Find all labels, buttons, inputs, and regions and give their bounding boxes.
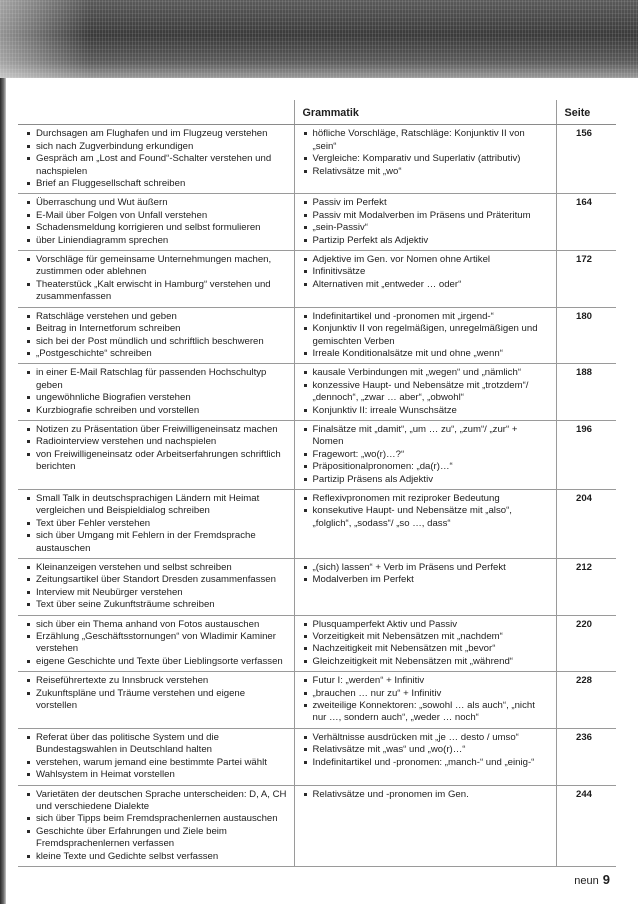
contents-table <box>18 100 616 867</box>
list-item: Kurzbiografie schreiben und vorstellen <box>26 405 288 417</box>
topics-list <box>26 424 288 474</box>
topics-cell <box>18 194 294 251</box>
list-item: sich nach Zugverbindung erkundigen <box>26 141 288 153</box>
topics-list <box>26 254 288 304</box>
topics-cell <box>18 785 294 866</box>
list-item: Fragewort: „wo(r)…?“ <box>303 449 550 461</box>
list-item: kausale Verbindungen mit „wegen“ und „nämlich“ <box>303 367 550 379</box>
list-item: Durchsagen am Flughafen und im Flugzeug verstehen <box>26 128 288 140</box>
header-page: Seite <box>556 100 616 125</box>
page-cell: 228 <box>556 672 616 729</box>
topics-cell <box>18 489 294 558</box>
list-item: „Postgeschichte“ schreiben <box>26 348 288 360</box>
table-of-contents <box>18 100 616 867</box>
list-item: „(sich) lassen“ + Verb im Präsens und Perfekt <box>303 562 550 574</box>
table-row <box>18 728 616 785</box>
scan-highlight <box>0 0 90 78</box>
list-item: Relativsätze mit „wo“ <box>303 166 550 178</box>
page-cell: 244 <box>556 785 616 866</box>
list-item: Small Talk in deutschsprachigen Ländern mit Heimat vergleichen und Beispieldialog schreiben <box>26 493 288 518</box>
grammar-cell <box>294 615 556 672</box>
list-item: Reiseführertexte zu Innsbruck verstehen <box>26 675 288 687</box>
grammar-cell <box>294 728 556 785</box>
list-item: Text über Fehler verstehen <box>26 518 288 530</box>
list-item: höfliche Vorschläge, Ratschläge: Konjunktiv II von „sein“ <box>303 128 550 153</box>
grammar-list <box>303 619 550 669</box>
list-item: Futur I: „werden“ + Infinitiv <box>303 675 550 687</box>
page-cell: 164 <box>556 194 616 251</box>
topics-cell <box>18 559 294 616</box>
book-spine-shadow <box>0 78 6 904</box>
list-item: Varietäten der deutschen Sprache unterscheiden: D, A, CH und verschiedene Dialekte <box>26 789 288 814</box>
list-item: Beitrag in Internetforum schreiben <box>26 323 288 335</box>
topics-cell <box>18 125 294 194</box>
grammar-list <box>303 424 550 486</box>
topics-cell <box>18 420 294 489</box>
list-item: Adjektive im Gen. vor Nomen ohne Artikel <box>303 254 550 266</box>
list-item: Theaterstück „Kalt erwischt in Hamburg“ verstehen und zusammenfassen <box>26 279 288 304</box>
grammar-cell <box>294 672 556 729</box>
list-item: Gespräch am „Lost and Found“-Schalter verstehen und nachspielen <box>26 153 288 178</box>
topics-list <box>26 562 288 612</box>
page-number-word: neun <box>574 875 599 887</box>
list-item: Schadensmeldung korrigieren und selbst formulieren <box>26 222 288 234</box>
list-item: zweiteilige Konnektoren: „sowohl … als auch“, „nicht nur …, sondern auch“, „weder … noch“ <box>303 700 550 725</box>
topics-list <box>26 675 288 712</box>
list-item: Gleichzeitigkeit mit Nebensätzen mit „während“ <box>303 656 550 668</box>
list-item: Vorschläge für gemeinsame Unternehmungen machen, zustimmen oder ablehnen <box>26 254 288 279</box>
list-item: Konjunktiv II: irreale Wunschsätze <box>303 405 550 417</box>
list-item: Überraschung und Wut äußern <box>26 197 288 209</box>
list-item: Nachzeitigkeit mit Nebensätzen mit „bevor“ <box>303 643 550 655</box>
header-grammar: Grammatik <box>294 100 556 125</box>
grammar-list <box>303 562 550 587</box>
list-item: Indefinitartikel und -pronomen: „manch-“ und „einig-“ <box>303 757 550 769</box>
list-item: Radiointerview verstehen und nachspielen <box>26 436 288 448</box>
list-item: Relativsätze mit „was“ und „wo(r)…“ <box>303 744 550 756</box>
page-cell: 204 <box>556 489 616 558</box>
list-item: Verhältnisse ausdrücken mit „je … desto / umso“ <box>303 732 550 744</box>
list-item: konzessive Haupt- und Nebensätze mit „trotzdem“/ „dennoch“, „zwar … aber“, „obwohl“ <box>303 380 550 405</box>
grammar-cell <box>294 559 556 616</box>
header-topics <box>18 100 294 125</box>
list-item: sich über Tipps beim Fremdsprachenlernen austauschen <box>26 813 288 825</box>
list-item: Indefinitartikel und -pronomen mit „irgend-“ <box>303 311 550 323</box>
page-cell: 180 <box>556 307 616 364</box>
topics-list <box>26 789 288 863</box>
list-item: Konjunktiv II von regelmäßigen, unregelmäßigen und gemischten Verben <box>303 323 550 348</box>
list-item: Relativsätze und -pronomen im Gen. <box>303 789 550 801</box>
list-item: Wahlsystem in Heimat vorstellen <box>26 769 288 781</box>
list-item: Finalsätze mit „damit“, „um … zu“, „zum“/ „zur“ + Nomen <box>303 424 550 449</box>
list-item: von Freiwilligeneinsatz oder Arbeitserfahrungen schriftlich berichten <box>26 449 288 474</box>
page-cell: 236 <box>556 728 616 785</box>
table-row <box>18 307 616 364</box>
table-row <box>18 559 616 616</box>
page-cell: 220 <box>556 615 616 672</box>
grammar-list <box>303 675 550 725</box>
grammar-cell <box>294 785 556 866</box>
list-item: Erzählung „Geschäftsstornungen“ von Wladimir Kaminer verstehen <box>26 631 288 656</box>
list-item: Vorzeitigkeit mit Nebensätzen mit „nachdem“ <box>303 631 550 643</box>
table-row <box>18 615 616 672</box>
grammar-cell <box>294 307 556 364</box>
list-item: Passiv mit Modalverben im Präsens und Präteritum <box>303 210 550 222</box>
list-item: Irreale Konditionalsätze mit und ohne „wenn“ <box>303 348 550 360</box>
contents-body <box>18 125 616 867</box>
list-item: Plusquamperfekt Aktiv und Passiv <box>303 619 550 631</box>
list-item: Modalverben im Perfekt <box>303 574 550 586</box>
grammar-list <box>303 128 550 178</box>
list-item: „brauchen … nur zu“ + Infinitiv <box>303 688 550 700</box>
table-row <box>18 672 616 729</box>
topics-list <box>26 619 288 669</box>
list-item: Brief an Fluggesellschaft schreiben <box>26 178 288 190</box>
grammar-list <box>303 197 550 247</box>
list-item: Referat über das politische System und die Bundestagswahlen in Deutschland halten <box>26 732 288 757</box>
table-row <box>18 125 616 194</box>
table-header-row <box>18 100 616 125</box>
scanned-header-band <box>0 0 638 78</box>
grammar-cell <box>294 420 556 489</box>
topics-list <box>26 128 288 190</box>
topics-list <box>26 311 288 361</box>
list-item: Reflexivpronomen mit reziproker Bedeutung <box>303 493 550 505</box>
topics-cell <box>18 728 294 785</box>
list-item: konsekutive Haupt- und Nebensätze mit „also“, „folglich“, „sodass“/ „so …, dass“ <box>303 505 550 530</box>
table-row <box>18 194 616 251</box>
list-item: sich über Umgang mit Fehlern in der Fremdsprache austauschen <box>26 530 288 555</box>
list-item: Geschichte über Erfahrungen und Ziele beim Fremdsprachenlernen verfassen <box>26 826 288 851</box>
list-item: Text über seine Zukunftsträume schreiben <box>26 599 288 611</box>
grammar-cell <box>294 251 556 308</box>
list-item: über Liniendiagramm sprechen <box>26 235 288 247</box>
list-item: Alternativen mit „entweder … oder“ <box>303 279 550 291</box>
topics-list <box>26 197 288 247</box>
grammar-cell <box>294 194 556 251</box>
topics-list <box>26 493 288 555</box>
list-item: Zukunftspläne und Träume verstehen und eigene vorstellen <box>26 688 288 713</box>
topics-list <box>26 732 288 782</box>
grammar-list <box>303 789 550 801</box>
page-cell: 212 <box>556 559 616 616</box>
list-item: Passiv im Perfekt <box>303 197 550 209</box>
grammar-list <box>303 254 550 291</box>
topics-cell <box>18 364 294 421</box>
grammar-list <box>303 732 550 769</box>
page-number: 9 <box>602 872 610 887</box>
topics-list <box>26 367 288 417</box>
list-item: Interview mit Neubürger verstehen <box>26 587 288 599</box>
list-item: sich über ein Thema anhand von Fotos austauschen <box>26 619 288 631</box>
list-item: Partizip Perfekt als Adjektiv <box>303 235 550 247</box>
topics-cell <box>18 615 294 672</box>
list-item: E-Mail über Folgen von Unfall verstehen <box>26 210 288 222</box>
list-item: ungewöhnliche Biografien verstehen <box>26 392 288 404</box>
page-footer <box>574 872 610 887</box>
grammar-list <box>303 493 550 530</box>
grammar-list <box>303 311 550 361</box>
page-cell: 172 <box>556 251 616 308</box>
page-cell: 156 <box>556 125 616 194</box>
table-row <box>18 364 616 421</box>
list-item: Notizen zu Präsentation über Freiwilligeneinsatz machen <box>26 424 288 436</box>
topics-cell <box>18 672 294 729</box>
list-item: in einer E-Mail Ratschlag für passenden Hochschultyp geben <box>26 367 288 392</box>
topics-cell <box>18 251 294 308</box>
list-item: Ratschläge verstehen und geben <box>26 311 288 323</box>
grammar-list <box>303 367 550 417</box>
list-item: Kleinanzeigen verstehen und selbst schreiben <box>26 562 288 574</box>
list-item: sich bei der Post mündlich und schriftlich beschweren <box>26 336 288 348</box>
list-item: „sein-Passiv“ <box>303 222 550 234</box>
table-row <box>18 785 616 866</box>
grammar-cell <box>294 125 556 194</box>
list-item: Zeitungsartikel über Standort Dresden zusammenfassen <box>26 574 288 586</box>
list-item: Partizip Präsens als Adjektiv <box>303 474 550 486</box>
list-item: verstehen, warum jemand eine bestimmte Partei wählt <box>26 757 288 769</box>
list-item: eigene Geschichte und Texte über Lieblingsorte verfassen <box>26 656 288 668</box>
page-cell: 188 <box>556 364 616 421</box>
table-row <box>18 420 616 489</box>
table-row <box>18 251 616 308</box>
list-item: kleine Texte und Gedichte selbst verfassen <box>26 851 288 863</box>
table-row <box>18 489 616 558</box>
topics-cell <box>18 307 294 364</box>
grammar-cell <box>294 364 556 421</box>
page-cell: 196 <box>556 420 616 489</box>
grammar-cell <box>294 489 556 558</box>
list-item: Präpositionalpronomen: „da(r)…“ <box>303 461 550 473</box>
list-item: Vergleiche: Komparativ und Superlativ (attributiv) <box>303 153 550 165</box>
list-item: Infinitivsätze <box>303 266 550 278</box>
